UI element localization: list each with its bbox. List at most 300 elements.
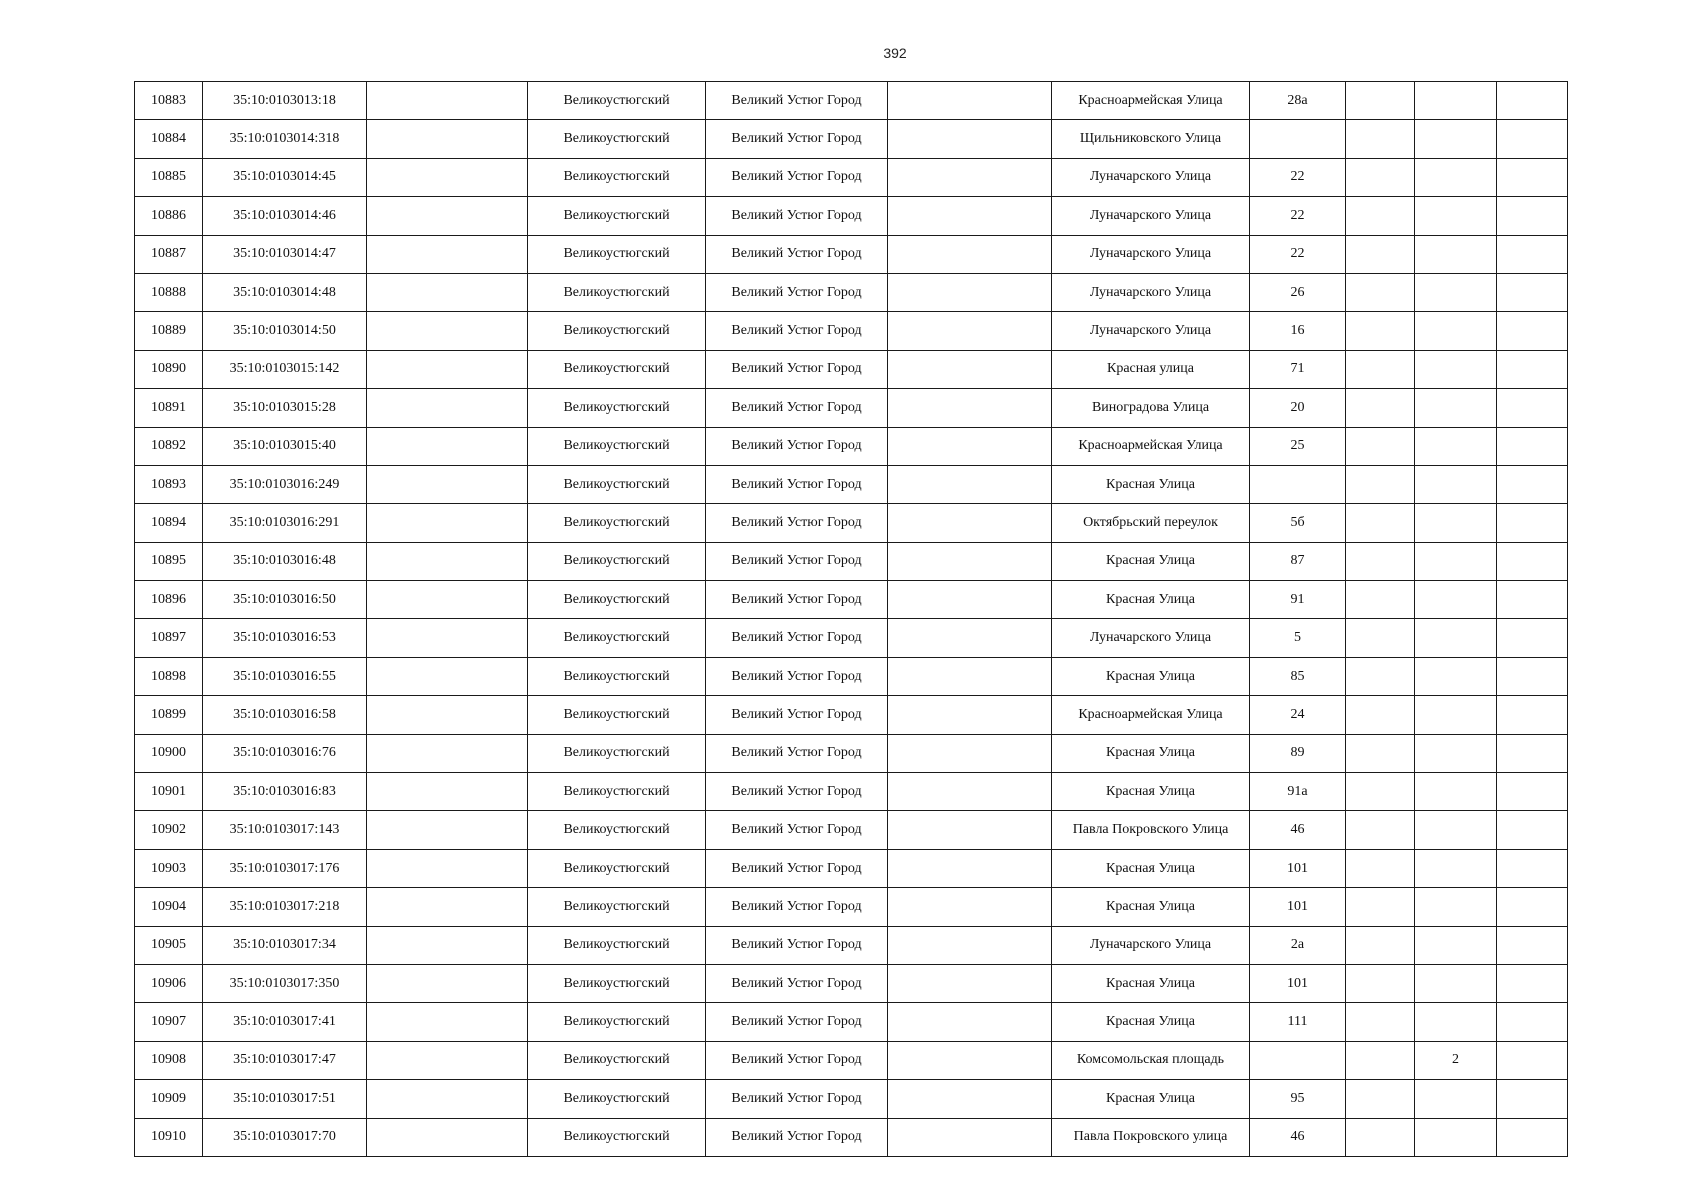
empty-cell	[1497, 619, 1568, 657]
empty-cell	[888, 542, 1052, 580]
district-cell: Великоустюгский	[528, 1003, 706, 1041]
district-cell: Великоустюгский	[528, 350, 706, 388]
settlement-cell: Великий Устюг Город	[706, 427, 888, 465]
cadastral-number-cell: 35:10:0103016:48	[203, 542, 367, 580]
house-number-cell: 22	[1250, 235, 1346, 273]
empty-cell	[1497, 504, 1568, 542]
building-cell	[1415, 273, 1497, 311]
empty-cell	[1346, 734, 1415, 772]
empty-cell	[1346, 1041, 1415, 1079]
building-cell	[1415, 1003, 1497, 1041]
district-cell: Великоустюгский	[528, 1080, 706, 1118]
empty-cell	[888, 1003, 1052, 1041]
row-number-cell: 10887	[135, 235, 203, 273]
street-cell: Красная улица	[1052, 350, 1250, 388]
table-row	[135, 273, 1568, 311]
street-cell: Луначарского Улица	[1052, 235, 1250, 273]
settlement-cell: Великий Устюг Город	[706, 465, 888, 503]
empty-cell	[367, 619, 528, 657]
empty-cell	[1346, 158, 1415, 196]
empty-cell	[367, 773, 528, 811]
empty-cell	[888, 657, 1052, 695]
settlement-cell: Великий Устюг Город	[706, 619, 888, 657]
table-row	[135, 389, 1568, 427]
street-cell: Павла Покровского Улица	[1052, 811, 1250, 849]
district-cell: Великоустюгский	[528, 734, 706, 772]
building-cell	[1415, 926, 1497, 964]
empty-cell	[367, 696, 528, 734]
empty-cell	[1346, 120, 1415, 158]
cadastral-number-cell: 35:10:0103016:53	[203, 619, 367, 657]
building-cell	[1415, 350, 1497, 388]
table-row	[135, 581, 1568, 619]
table-row	[135, 235, 1568, 273]
cadastral-number-cell: 35:10:0103015:142	[203, 350, 367, 388]
settlement-cell: Великий Устюг Город	[706, 811, 888, 849]
street-cell: Луначарского Улица	[1052, 619, 1250, 657]
cadastral-number-cell: 35:10:0103017:218	[203, 888, 367, 926]
row-number-cell: 10883	[135, 82, 203, 120]
building-cell	[1415, 158, 1497, 196]
table-row	[135, 888, 1568, 926]
empty-cell	[1346, 350, 1415, 388]
building-cell	[1415, 964, 1497, 1002]
house-number-cell: 46	[1250, 811, 1346, 849]
empty-cell	[1497, 82, 1568, 120]
district-cell: Великоустюгский	[528, 926, 706, 964]
settlement-cell: Великий Устюг Город	[706, 542, 888, 580]
empty-cell	[1497, 581, 1568, 619]
empty-cell	[367, 389, 528, 427]
empty-cell	[1346, 657, 1415, 695]
district-cell: Великоустюгский	[528, 696, 706, 734]
empty-cell	[888, 465, 1052, 503]
table-row	[135, 849, 1568, 887]
cadastral-number-cell: 35:10:0103014:45	[203, 158, 367, 196]
cadastral-number-cell: 35:10:0103017:51	[203, 1080, 367, 1118]
table-row	[135, 312, 1568, 350]
empty-cell	[367, 350, 528, 388]
empty-cell	[1346, 1003, 1415, 1041]
empty-cell	[1346, 312, 1415, 350]
empty-cell	[1497, 427, 1568, 465]
empty-cell	[1346, 964, 1415, 1002]
cadastral-number-cell: 35:10:0103015:28	[203, 389, 367, 427]
district-cell: Великоустюгский	[528, 197, 706, 235]
house-number-cell: 5б	[1250, 504, 1346, 542]
table-row	[135, 1041, 1568, 1079]
empty-cell	[1346, 1080, 1415, 1118]
registry-table	[134, 81, 1568, 1157]
district-cell: Великоустюгский	[528, 465, 706, 503]
house-number-cell	[1250, 465, 1346, 503]
empty-cell	[1497, 312, 1568, 350]
street-cell: Красная Улица	[1052, 465, 1250, 503]
cadastral-number-cell: 35:10:0103017:47	[203, 1041, 367, 1079]
cadastral-number-cell: 35:10:0103014:318	[203, 120, 367, 158]
empty-cell	[367, 504, 528, 542]
district-cell: Великоустюгский	[528, 849, 706, 887]
street-cell: Красная Улица	[1052, 773, 1250, 811]
empty-cell	[367, 120, 528, 158]
empty-cell	[367, 581, 528, 619]
building-cell	[1415, 389, 1497, 427]
empty-cell	[1346, 273, 1415, 311]
empty-cell	[1346, 811, 1415, 849]
building-cell	[1415, 811, 1497, 849]
house-number-cell: 101	[1250, 888, 1346, 926]
row-number-cell: 10898	[135, 657, 203, 695]
row-number-cell: 10909	[135, 1080, 203, 1118]
empty-cell	[367, 964, 528, 1002]
empty-cell	[888, 773, 1052, 811]
table-row	[135, 619, 1568, 657]
row-number-cell: 10885	[135, 158, 203, 196]
table-row	[135, 734, 1568, 772]
empty-cell	[1497, 197, 1568, 235]
empty-cell	[1346, 581, 1415, 619]
table-row	[135, 120, 1568, 158]
district-cell: Великоустюгский	[528, 504, 706, 542]
cadastral-number-cell: 35:10:0103016:55	[203, 657, 367, 695]
cadastral-number-cell: 35:10:0103014:50	[203, 312, 367, 350]
row-number-cell: 10889	[135, 312, 203, 350]
empty-cell	[888, 811, 1052, 849]
district-cell: Великоустюгский	[528, 1118, 706, 1156]
house-number-cell: 111	[1250, 1003, 1346, 1041]
district-cell: Великоустюгский	[528, 235, 706, 273]
empty-cell	[888, 82, 1052, 120]
row-number-cell: 10896	[135, 581, 203, 619]
street-cell: Красная Улица	[1052, 734, 1250, 772]
table-row	[135, 504, 1568, 542]
empty-cell	[367, 657, 528, 695]
empty-cell	[367, 465, 528, 503]
cadastral-number-cell: 35:10:0103016:291	[203, 504, 367, 542]
settlement-cell: Великий Устюг Город	[706, 1118, 888, 1156]
row-number-cell: 10888	[135, 273, 203, 311]
empty-cell	[1346, 235, 1415, 273]
empty-cell	[1497, 350, 1568, 388]
empty-cell	[1497, 235, 1568, 273]
empty-cell	[888, 427, 1052, 465]
empty-cell	[1346, 542, 1415, 580]
empty-cell	[1497, 465, 1568, 503]
empty-cell	[367, 1041, 528, 1079]
house-number-cell: 22	[1250, 158, 1346, 196]
empty-cell	[1346, 619, 1415, 657]
district-cell: Великоустюгский	[528, 158, 706, 196]
registry-rows	[135, 82, 1568, 1157]
empty-cell	[1497, 888, 1568, 926]
district-cell: Великоустюгский	[528, 657, 706, 695]
settlement-cell: Великий Устюг Город	[706, 389, 888, 427]
empty-cell	[1497, 1080, 1568, 1118]
street-cell: Красноармейская Улица	[1052, 696, 1250, 734]
street-cell: Красная Улица	[1052, 888, 1250, 926]
house-number-cell: 87	[1250, 542, 1346, 580]
empty-cell	[888, 734, 1052, 772]
street-cell: Красная Улица	[1052, 1080, 1250, 1118]
settlement-cell: Великий Устюг Город	[706, 581, 888, 619]
cadastral-number-cell: 35:10:0103017:34	[203, 926, 367, 964]
settlement-cell: Великий Устюг Город	[706, 350, 888, 388]
settlement-cell: Великий Устюг Город	[706, 197, 888, 235]
district-cell: Великоустюгский	[528, 312, 706, 350]
table-row	[135, 1080, 1568, 1118]
building-cell	[1415, 312, 1497, 350]
settlement-cell: Великий Устюг Город	[706, 926, 888, 964]
building-cell	[1415, 1080, 1497, 1118]
empty-cell	[1346, 389, 1415, 427]
empty-cell	[888, 158, 1052, 196]
building-cell	[1415, 542, 1497, 580]
district-cell: Великоустюгский	[528, 427, 706, 465]
empty-cell	[888, 312, 1052, 350]
empty-cell	[1497, 158, 1568, 196]
building-cell	[1415, 235, 1497, 273]
row-number-cell: 10910	[135, 1118, 203, 1156]
district-cell: Великоустюгский	[528, 811, 706, 849]
empty-cell	[1497, 734, 1568, 772]
empty-cell	[888, 389, 1052, 427]
district-cell: Великоустюгский	[528, 619, 706, 657]
table-row	[135, 811, 1568, 849]
empty-cell	[1497, 696, 1568, 734]
empty-cell	[367, 1118, 528, 1156]
settlement-cell: Великий Устюг Город	[706, 696, 888, 734]
row-number-cell: 10908	[135, 1041, 203, 1079]
table-row	[135, 158, 1568, 196]
district-cell: Великоустюгский	[528, 773, 706, 811]
street-cell: Красная Улица	[1052, 581, 1250, 619]
cadastral-number-cell: 35:10:0103016:58	[203, 696, 367, 734]
street-cell: Красная Улица	[1052, 849, 1250, 887]
table-row	[135, 427, 1568, 465]
street-cell: Луначарского Улица	[1052, 926, 1250, 964]
settlement-cell: Великий Устюг Город	[706, 158, 888, 196]
table-row	[135, 657, 1568, 695]
row-number-cell: 10897	[135, 619, 203, 657]
house-number-cell: 2а	[1250, 926, 1346, 964]
house-number-cell: 71	[1250, 350, 1346, 388]
empty-cell	[1497, 273, 1568, 311]
settlement-cell: Великий Устюг Город	[706, 888, 888, 926]
empty-cell	[367, 1003, 528, 1041]
building-cell	[1415, 619, 1497, 657]
empty-cell	[1497, 849, 1568, 887]
empty-cell	[1346, 427, 1415, 465]
row-number-cell: 10890	[135, 350, 203, 388]
cadastral-number-cell: 35:10:0103014:47	[203, 235, 367, 273]
house-number-cell: 85	[1250, 657, 1346, 695]
empty-cell	[888, 235, 1052, 273]
house-number-cell: 5	[1250, 619, 1346, 657]
empty-cell	[1346, 888, 1415, 926]
district-cell: Великоустюгский	[528, 542, 706, 580]
table-row	[135, 350, 1568, 388]
empty-cell	[367, 811, 528, 849]
building-cell	[1415, 1118, 1497, 1156]
row-number-cell: 10903	[135, 849, 203, 887]
street-cell: Щильниковского Улица	[1052, 120, 1250, 158]
building-cell	[1415, 696, 1497, 734]
empty-cell	[888, 696, 1052, 734]
empty-cell	[1497, 926, 1568, 964]
building-cell	[1415, 657, 1497, 695]
empty-cell	[1497, 1003, 1568, 1041]
row-number-cell: 10891	[135, 389, 203, 427]
cadastral-number-cell: 35:10:0103017:143	[203, 811, 367, 849]
row-number-cell: 10895	[135, 542, 203, 580]
empty-cell	[367, 158, 528, 196]
empty-cell	[367, 235, 528, 273]
empty-cell	[1346, 773, 1415, 811]
building-cell	[1415, 773, 1497, 811]
settlement-cell: Великий Устюг Город	[706, 773, 888, 811]
table-row	[135, 197, 1568, 235]
settlement-cell: Великий Устюг Город	[706, 1080, 888, 1118]
street-cell: Виноградова Улица	[1052, 389, 1250, 427]
house-number-cell: 22	[1250, 197, 1346, 235]
cadastral-number-cell: 35:10:0103016:249	[203, 465, 367, 503]
empty-cell	[367, 542, 528, 580]
settlement-cell: Великий Устюг Город	[706, 235, 888, 273]
district-cell: Великоустюгский	[528, 581, 706, 619]
settlement-cell: Великий Устюг Город	[706, 120, 888, 158]
table-row	[135, 926, 1568, 964]
cadastral-number-cell: 35:10:0103013:18	[203, 82, 367, 120]
empty-cell	[1497, 1041, 1568, 1079]
empty-cell	[888, 964, 1052, 1002]
building-cell	[1415, 82, 1497, 120]
empty-cell	[367, 888, 528, 926]
empty-cell	[367, 1080, 528, 1118]
district-cell: Великоустюгский	[528, 82, 706, 120]
empty-cell	[367, 734, 528, 772]
row-number-cell: 10901	[135, 773, 203, 811]
empty-cell	[1497, 542, 1568, 580]
street-cell: Красноармейская Улица	[1052, 82, 1250, 120]
empty-cell	[367, 82, 528, 120]
empty-cell	[888, 1041, 1052, 1079]
house-number-cell	[1250, 1041, 1346, 1079]
empty-cell	[367, 312, 528, 350]
street-cell: Красная Улица	[1052, 657, 1250, 695]
empty-cell	[1497, 964, 1568, 1002]
cadastral-number-cell: 35:10:0103016:83	[203, 773, 367, 811]
settlement-cell: Великий Устюг Город	[706, 849, 888, 887]
building-cell	[1415, 734, 1497, 772]
district-cell: Великоустюгский	[528, 389, 706, 427]
settlement-cell: Великий Устюг Город	[706, 734, 888, 772]
row-number-cell: 10893	[135, 465, 203, 503]
settlement-cell: Великий Устюг Город	[706, 273, 888, 311]
empty-cell	[1346, 849, 1415, 887]
cadastral-number-cell: 35:10:0103015:40	[203, 427, 367, 465]
cadastral-number-cell: 35:10:0103017:41	[203, 1003, 367, 1041]
table-row	[135, 465, 1568, 503]
row-number-cell: 10894	[135, 504, 203, 542]
empty-cell	[888, 619, 1052, 657]
street-cell: Октябрьский переулок	[1052, 504, 1250, 542]
street-cell: Луначарского Улица	[1052, 273, 1250, 311]
row-number-cell: 10907	[135, 1003, 203, 1041]
cadastral-number-cell: 35:10:0103016:50	[203, 581, 367, 619]
house-number-cell: 91	[1250, 581, 1346, 619]
empty-cell	[1497, 773, 1568, 811]
street-cell: Луначарского Улица	[1052, 197, 1250, 235]
row-number-cell: 10884	[135, 120, 203, 158]
building-cell	[1415, 465, 1497, 503]
table-row	[135, 542, 1568, 580]
table-row	[135, 1118, 1568, 1156]
building-cell	[1415, 888, 1497, 926]
row-number-cell: 10905	[135, 926, 203, 964]
house-number-cell: 28а	[1250, 82, 1346, 120]
empty-cell	[888, 926, 1052, 964]
building-cell	[1415, 197, 1497, 235]
empty-cell	[1497, 811, 1568, 849]
district-cell: Великоустюгский	[528, 120, 706, 158]
empty-cell	[888, 1080, 1052, 1118]
empty-cell	[1346, 696, 1415, 734]
house-number-cell: 25	[1250, 427, 1346, 465]
empty-cell	[367, 849, 528, 887]
street-cell: Луначарского Улица	[1052, 158, 1250, 196]
cadastral-number-cell: 35:10:0103017:176	[203, 849, 367, 887]
building-cell	[1415, 120, 1497, 158]
settlement-cell: Великий Устюг Город	[706, 1003, 888, 1041]
house-number-cell	[1250, 120, 1346, 158]
empty-cell	[888, 350, 1052, 388]
empty-cell	[888, 888, 1052, 926]
table-row	[135, 773, 1568, 811]
empty-cell	[367, 926, 528, 964]
empty-cell	[888, 120, 1052, 158]
building-cell	[1415, 504, 1497, 542]
street-cell: Комсомольская площадь	[1052, 1041, 1250, 1079]
empty-cell	[1346, 82, 1415, 120]
row-number-cell: 10899	[135, 696, 203, 734]
row-number-cell: 10906	[135, 964, 203, 1002]
empty-cell	[1346, 197, 1415, 235]
cadastral-number-cell: 35:10:0103017:70	[203, 1118, 367, 1156]
cadastral-number-cell: 35:10:0103016:76	[203, 734, 367, 772]
street-cell: Павла Покровского улица	[1052, 1118, 1250, 1156]
house-number-cell: 101	[1250, 849, 1346, 887]
street-cell: Луначарского Улица	[1052, 312, 1250, 350]
empty-cell	[888, 581, 1052, 619]
empty-cell	[1346, 465, 1415, 503]
house-number-cell: 26	[1250, 273, 1346, 311]
house-number-cell: 101	[1250, 964, 1346, 1002]
row-number-cell: 10886	[135, 197, 203, 235]
building-cell	[1415, 427, 1497, 465]
street-cell: Красная Улица	[1052, 542, 1250, 580]
empty-cell	[1497, 120, 1568, 158]
district-cell: Великоустюгский	[528, 888, 706, 926]
empty-cell	[1497, 657, 1568, 695]
settlement-cell: Великий Устюг Город	[706, 504, 888, 542]
page-number: 392	[883, 45, 907, 61]
settlement-cell: Великий Устюг Город	[706, 1041, 888, 1079]
row-number-cell: 10902	[135, 811, 203, 849]
table-row	[135, 82, 1568, 120]
empty-cell	[367, 197, 528, 235]
building-cell	[1415, 581, 1497, 619]
empty-cell	[888, 1118, 1052, 1156]
